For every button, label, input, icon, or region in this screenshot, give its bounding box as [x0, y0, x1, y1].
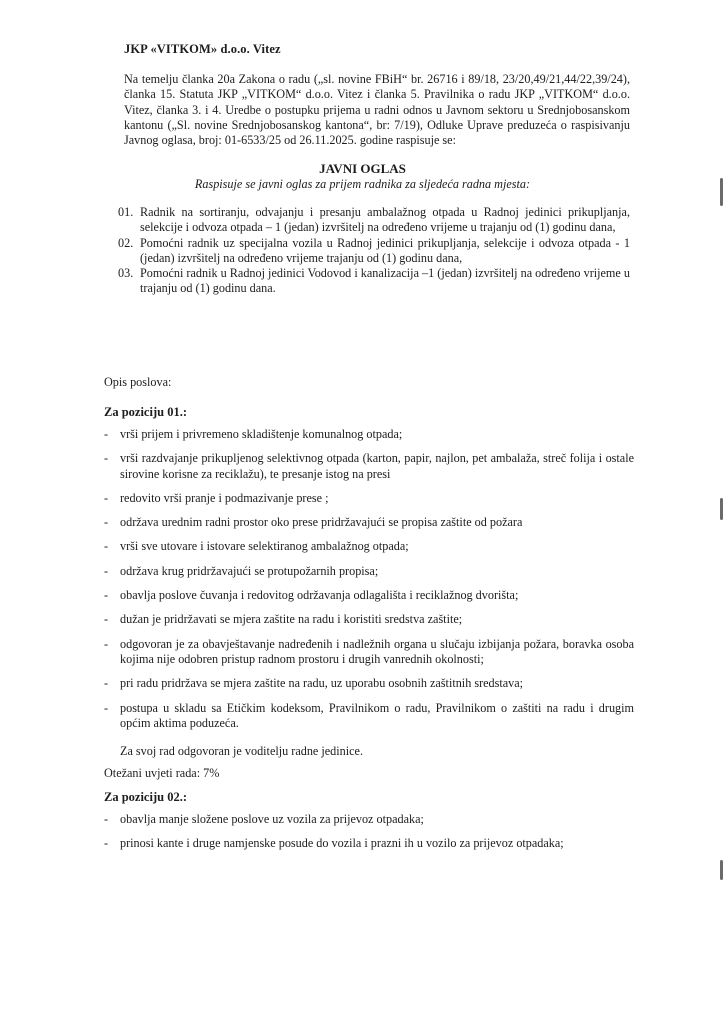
- bullet-text: obavlja poslove čuvanja i redovitog održavanja odlagališta i reciklažnog dvorišta;: [120, 588, 519, 603]
- positions-list: [118, 205, 630, 297]
- bullet-item: [104, 491, 634, 506]
- scan-edge-mark: [720, 498, 723, 520]
- bullet-item: [104, 515, 634, 530]
- bullet-text: obavlja manje složene poslove uz vozila za prijevoz otpadaka;: [120, 812, 424, 826]
- bullet-dash: -: [104, 515, 109, 530]
- bullet-item: [104, 564, 634, 579]
- section-title-position-01: Za poziciju 01.:: [104, 405, 187, 419]
- scan-edge-mark: [720, 178, 723, 206]
- position-number: 02.: [118, 235, 134, 250]
- bullet-text: redovito vrši pranje i podmazivanje prese ;: [120, 490, 329, 505]
- bullet-item: [104, 676, 634, 691]
- bullet-text: vrši sve utovare i istovare selektiranog ambalažnog otpada;: [120, 539, 409, 554]
- bullet-dash: -: [104, 563, 109, 578]
- bullet-dash: -: [104, 836, 109, 851]
- bullet-text: održava urednim radni prostor oko prese pridržavajući se propisa zaštite od požara: [120, 515, 523, 530]
- bullet-dash: -: [104, 612, 109, 627]
- organization-name: JKP «VITKOM» d.o.o. Vitez: [124, 42, 281, 56]
- document-subheading: Raspisuje se javni oglas za prijem radnika za sljedeća radna mjesta:: [194, 177, 531, 191]
- bullet-dash: -: [104, 539, 109, 554]
- position-number: 01.: [118, 205, 134, 219]
- bullet-item: [104, 637, 634, 668]
- bullet-text: dužan je pridržavati se mjera zaštite na radu i koristiti sredstva zaštite;: [120, 612, 463, 627]
- bullet-text: odgovoran je za obavještavanje nadređenih i nadležnih organa u slučaju izbijanja požara, boravka osoba kojima nije odobren pristup radnom prostoru i drugih vanrednih okolnosti;: [120, 636, 634, 666]
- bullet-item: [104, 836, 634, 851]
- bullet-text: prinosi kante i druge namjenske posude do vozila i prazni ih u vozilo za prijevoz otpadaka;: [120, 836, 564, 851]
- bullet-dash: -: [104, 490, 109, 505]
- bullet-item: [104, 427, 634, 442]
- bullet-dash: -: [104, 427, 109, 441]
- section-title-position-02: Za poziciju 02.:: [104, 790, 187, 804]
- bullet-dash: -: [104, 812, 109, 826]
- bullet-item: [104, 451, 634, 482]
- position-item: [118, 205, 630, 236]
- position-text: Pomoćni radnik uz specijalna vozila u Radnoj jedinici prikupljanja, selekcije i odvoza otpada - 1 (jedan) izvršitelj na određeno vrijeme trajanju od (1) godinu dana,: [140, 235, 630, 265]
- bullet-dash: -: [104, 451, 109, 466]
- bullet-item: [104, 588, 634, 603]
- position-text: Pomoćni radnik u Radnoj jedinici Vodovod i kanalizacija –1 (jedan) izvršitelj na određeno vrijeme u trajanju od (1) godinu dana.: [140, 266, 630, 296]
- position-item: [118, 266, 630, 297]
- bullet-item: [104, 539, 634, 554]
- section1-bullet-list: [104, 427, 634, 731]
- document-heading: JAVNI OGLAS: [319, 161, 406, 176]
- section2-bullet-list: [104, 812, 634, 852]
- bullet-text: vrši prijem i privremeno skladištenje komunalnog otpada;: [120, 427, 403, 441]
- bullet-text: održava krug pridržavajući se protupožarnih propisa;: [120, 563, 379, 578]
- bullet-item: [104, 812, 634, 827]
- bullet-text: vrši razdvajanje prikupljenog selektivnog otpada (karton, papir, najlon, pet ambalaža, streč folija i ostale sirovine korisne za reciklažu), te presanje istog na presi: [120, 451, 634, 481]
- bullet-text: postupa u skladu sa Etičkim kodeksom, Pravilnikom o radu, Pravilnikom o zaštiti na radu i drugim općim aktima poduzeća.: [120, 700, 634, 730]
- bullet-dash: -: [104, 588, 109, 603]
- working-conditions-note: Otežani uvjeti rada: 7%: [104, 766, 220, 780]
- bullet-item: [104, 701, 634, 732]
- position-item: [118, 236, 630, 267]
- bullet-text: pri radu pridržava se mjera zaštite na radu, uz uporabu osobnih zaštitnih sredstava;: [120, 676, 524, 691]
- position-number: 03.: [118, 266, 134, 281]
- responsibility-note: Za svoj rad odgovoran je voditelju radne jedinice.: [120, 744, 363, 758]
- intro-paragraph: Na temelju članka 20a Zakona o radu („sl. novine FBiH“ br. 26716 i 89/18, 23/20,49/21,44/22,39/24), članka 15. Statuta JKP „VITKOM“ d.o.o. Vitez i članka 5. Pravilnika o radu JKP „VITKOM“ d.o.o. Vitez, članka 3. i 4. Uredbe o postupku prijema u radni odnos u Javnom sektoru u Srednjobosanskom kantonu („Sl. novine Srednjobosanskog kantona“, br: 7/19), Odluke Uprave preduzeća o raspisivanju Javnog oglasa, broj: 01-6533/25 od 26.11.2025. godine raspisuje se:: [124, 72, 630, 148]
- bullet-dash: -: [104, 676, 109, 691]
- position-text: Radnik na sortiranju, odvajanju i presanju ambalažnog otpada u Radnoj jedinici prikupljanja, selekcije i odvoza otpada – 1 (jedan) izvršitelj na određeno vrijeme u trajanju od (1) godinu dana,: [140, 205, 630, 235]
- scan-edge-mark: [720, 860, 723, 880]
- bullet-item: [104, 612, 634, 627]
- bullet-dash: -: [104, 700, 109, 715]
- bullet-dash: -: [104, 636, 109, 651]
- description-label: Opis poslova:: [104, 375, 172, 389]
